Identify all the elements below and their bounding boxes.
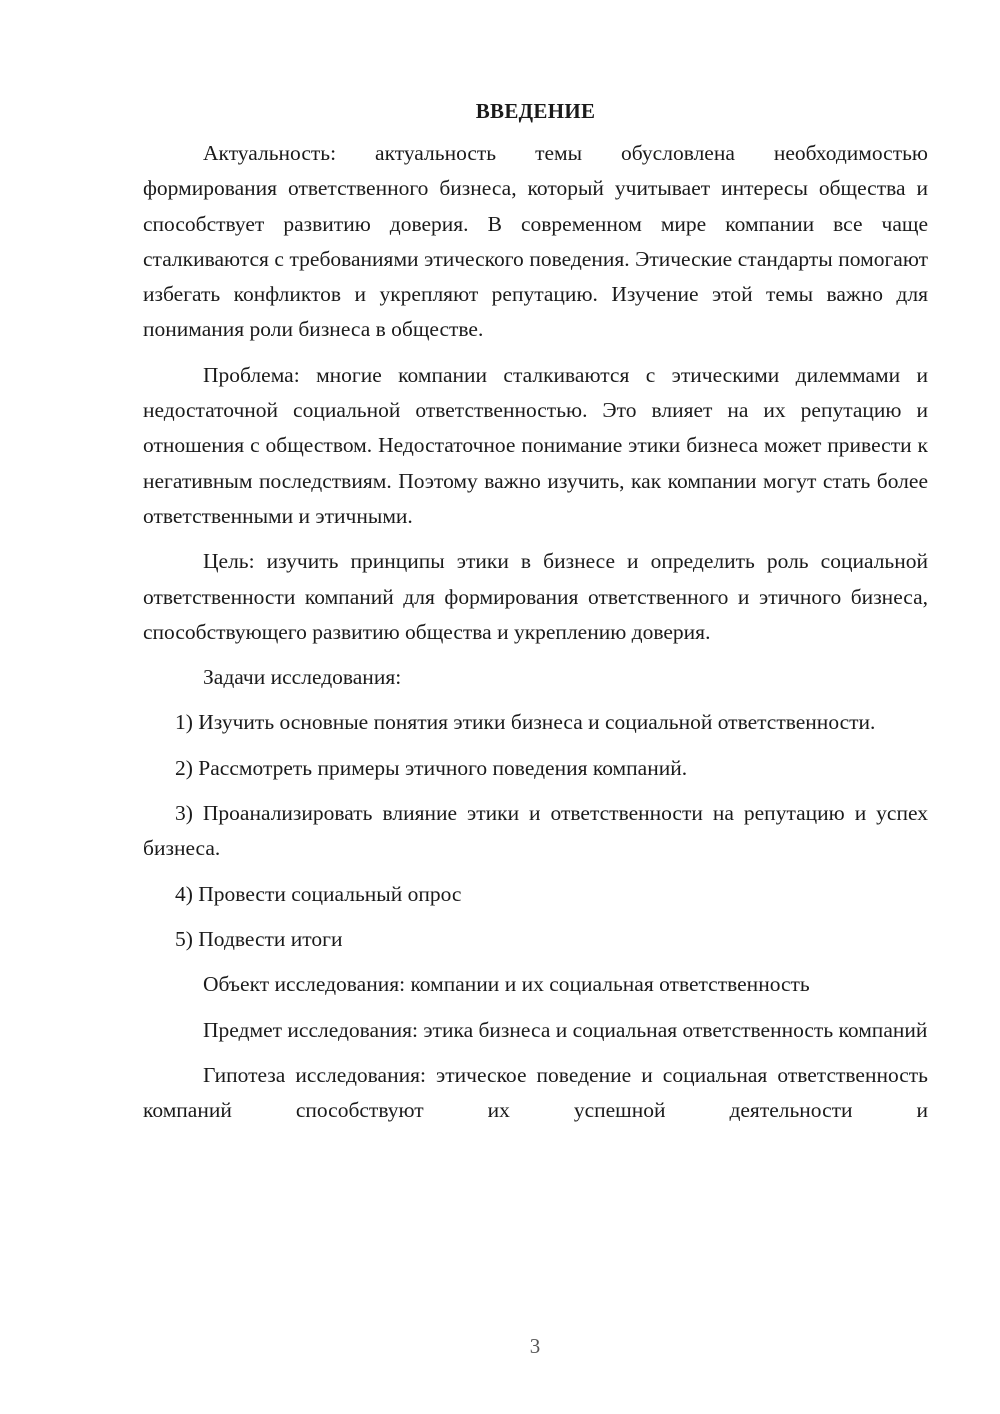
task-item-3: 3) Проанализировать влияние этики и ответственности на репутацию и успех бизнеса.: [143, 801, 928, 861]
task-item-5: 5) Подвести итоги: [175, 926, 343, 951]
task-item-4: 4) Провести социальный опрос: [175, 881, 462, 906]
task-item-2: 2) Рассмотреть примеры этичного поведения компаний.: [175, 755, 688, 780]
subject-paragraph: Предмет исследования: этика бизнеса и социальная ответственность компаний: [203, 1017, 928, 1042]
task-item-1: 1) Изучить основные понятия этики бизнеса и социальной ответственности.: [175, 710, 876, 735]
object-paragraph: Объект исследования: компании и их социальная ответственность: [203, 972, 810, 997]
tasks-heading: Задачи исследования:: [203, 665, 402, 690]
relevance-paragraph: Актуальность: актуальность темы обусловлена необходимостью формирования ответственного бизнеса, который учитывает интересы общества и способствует развитию доверия. В современном мире компании все чаще сталкиваются с требованиями этического поведения. Этические стандарты помогают избегать конфликтов и укрепляют репутацию. Изучение этой темы важно для понимания роли бизнеса в обществе.: [143, 141, 928, 342]
section-title: ВВЕДЕНИЕ: [475, 99, 596, 123]
goal-paragraph: Цель: изучить принципы этики в бизнесе и определить роль социальной ответственности компаний для формирования ответственного и этичного бизнеса, способствующего развитию общества и укреплению доверия.: [143, 549, 928, 644]
problem-paragraph: Проблема: многие компании сталкиваются с этическими дилеммами и недостаточной социальной ответственностью. Это влияет на их репутацию и отношения с обществом. Недостаточное понимание этики бизнеса может привести к негативным последствиям. Поэтому важно изучить, как компании могут стать более ответственными и этичными.: [143, 362, 928, 528]
page-number: 3: [529, 1334, 541, 1358]
page-content: [143, 96, 928, 1138]
hypothesis-paragraph: Гипотеза исследования: этическое поведение и социальная ответственность компаний способствуют их успешной деятельности и: [143, 1062, 928, 1123]
